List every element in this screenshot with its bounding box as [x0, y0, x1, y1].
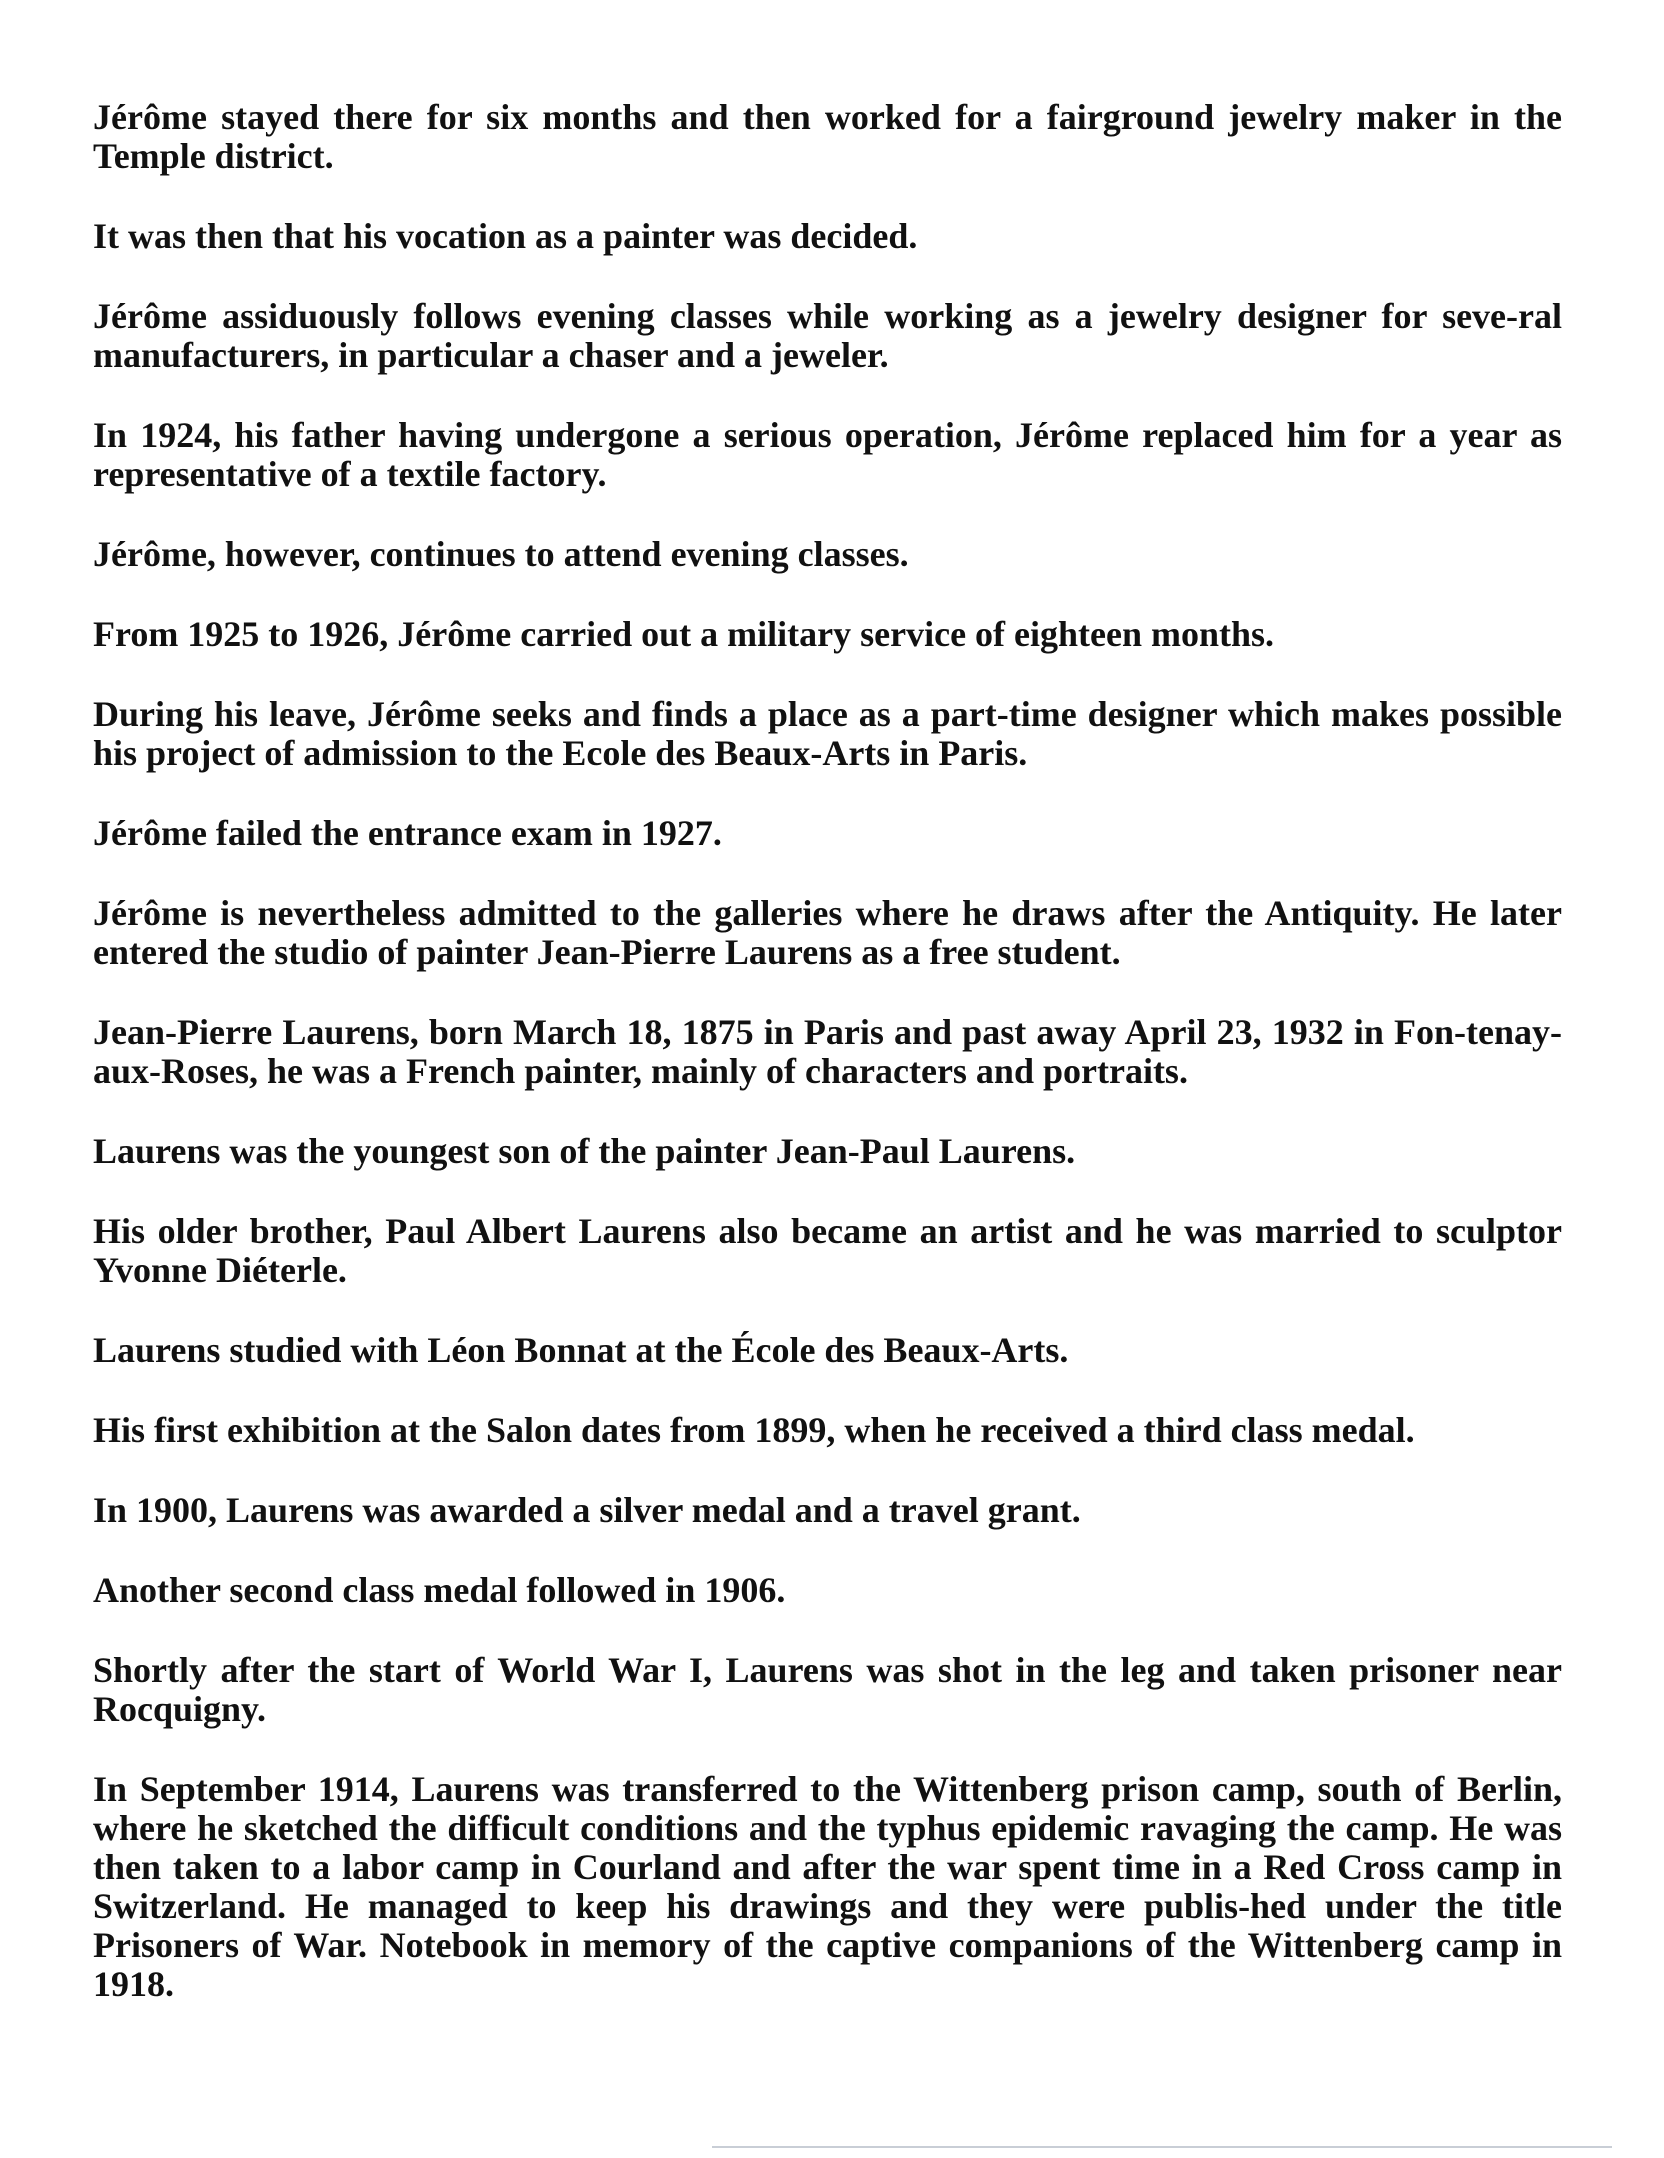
- paragraph: During his leave, Jérôme seeks and finds a place as a part-time designer which makes possible his project of admission to the Ecole des Beaux-Arts in Paris.: [93, 694, 1562, 773]
- paragraph: Jérôme assiduously follows evening classes while working as a jewelry designer for seve-ral manufacturers, in particular a chaser and a jeweler.: [93, 296, 1562, 375]
- paragraph: Jérôme failed the entrance exam in 1927.: [93, 813, 722, 853]
- paragraph: In September 1914, Laurens was transferred to the Wittenberg prison camp, south of Berlin, where he sketched the difficult conditions and the typhus epidemic ravaging the camp. He was then taken to a labor camp in Courland and after the war spent time in a Red Cross camp in Switzerland. He managed to keep his drawings and they were publis-hed under the title Prisoners of War. Notebook in memory of the captive companions of the Wittenberg camp in 1918.: [93, 1769, 1562, 2004]
- bottom-divider: [712, 2146, 1612, 2148]
- paragraph: In 1924, his father having undergone a serious operation, Jérôme replaced him for a year as representative of a textile factory.: [93, 415, 1562, 494]
- paragraph: Another second class medal followed in 1906.: [93, 1570, 786, 1610]
- paragraph: Jérôme, however, continues to attend evening classes.: [93, 534, 909, 574]
- paragraph: His first exhibition at the Salon dates from 1899, when he received a third class medal.: [93, 1410, 1415, 1450]
- document-body: [93, 98, 1562, 2004]
- paragraph: Laurens was the youngest son of the painter Jean-Paul Laurens.: [93, 1131, 1076, 1171]
- paragraph: In 1900, Laurens was awarded a silver medal and a travel grant.: [93, 1490, 1081, 1530]
- paragraph: Jérôme is nevertheless admitted to the galleries where he draws after the Antiquity. He later entered the studio of painter Jean-Pierre Laurens as a free student.: [93, 893, 1562, 972]
- paragraph: His older brother, Paul Albert Laurens also became an artist and he was married to sculptor Yvonne Diéterle.: [93, 1211, 1562, 1290]
- paragraph: It was then that his vocation as a painter was decided.: [93, 216, 918, 256]
- paragraph: Laurens studied with Léon Bonnat at the École des Beaux-Arts.: [93, 1330, 1069, 1370]
- paragraph: Shortly after the start of World War I, Laurens was shot in the leg and taken prisoner near Rocquigny.: [93, 1650, 1562, 1729]
- paragraph: From 1925 to 1926, Jérôme carried out a military service of eighteen months.: [93, 614, 1275, 654]
- paragraph: Jean-Pierre Laurens, born March 18, 1875 in Paris and past away April 23, 1932 in Fon-tenay-aux-Roses, he was a French painter, mainly of characters and portraits.: [93, 1012, 1562, 1091]
- paragraph: Jérôme stayed there for six months and then worked for a fairground jewelry maker in the Temple district.: [93, 97, 1562, 176]
